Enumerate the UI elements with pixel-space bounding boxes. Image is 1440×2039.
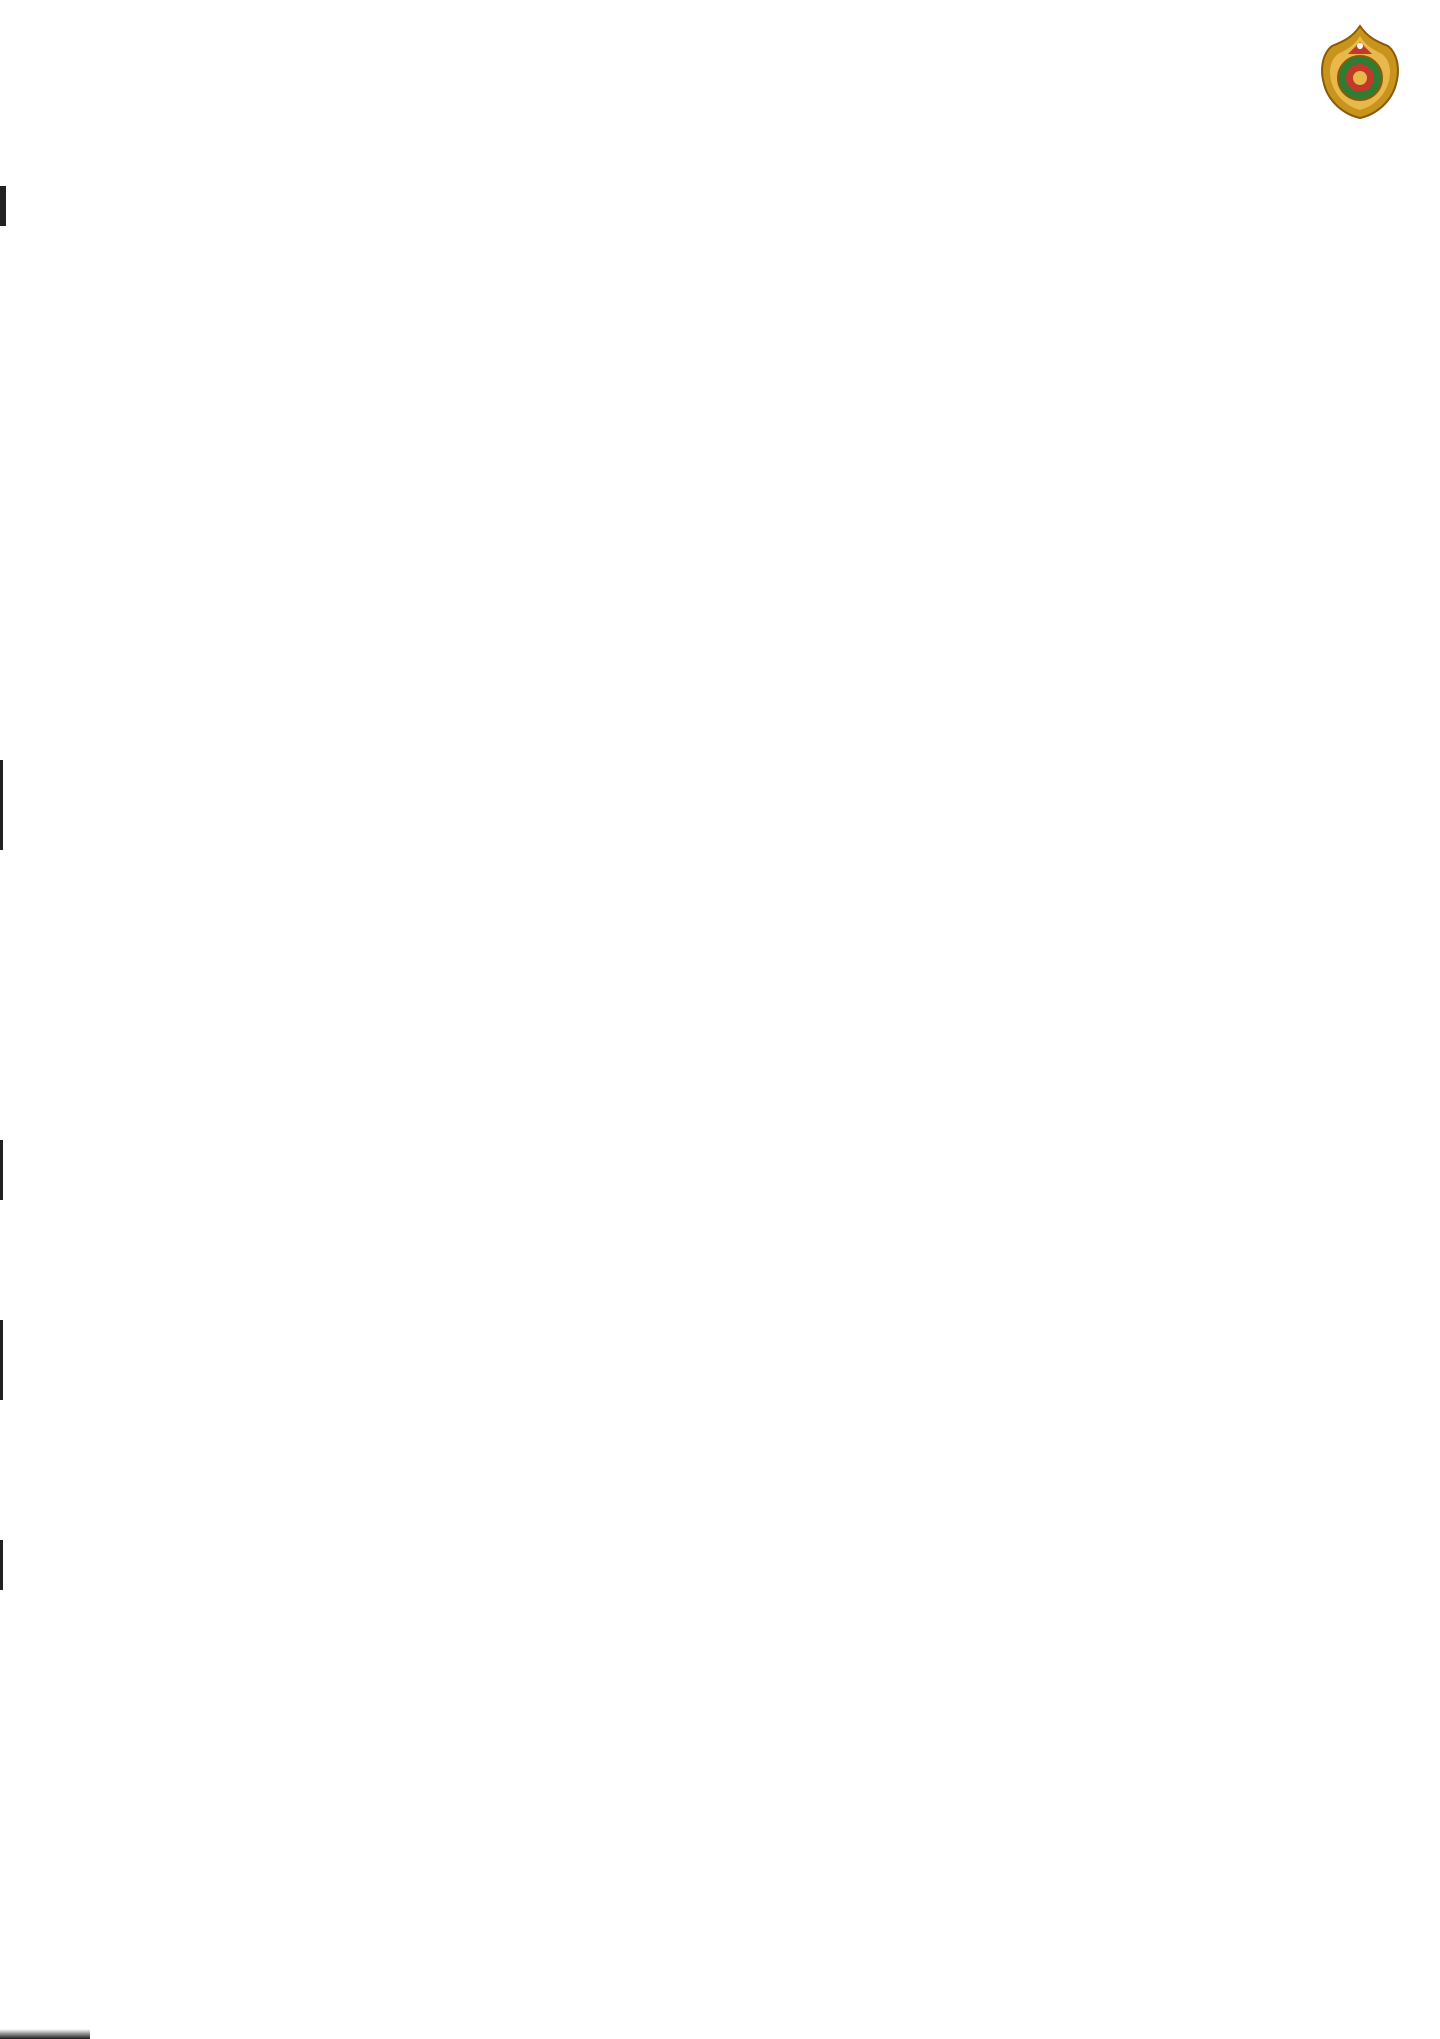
binding-mark	[0, 760, 3, 850]
scan-edge	[0, 2029, 90, 2039]
binding-mark	[0, 1140, 3, 1200]
royal-crest-icon	[1318, 24, 1402, 120]
binding-mark	[0, 1320, 3, 1400]
binding-mark	[0, 186, 6, 226]
binding-mark	[0, 1540, 3, 1590]
